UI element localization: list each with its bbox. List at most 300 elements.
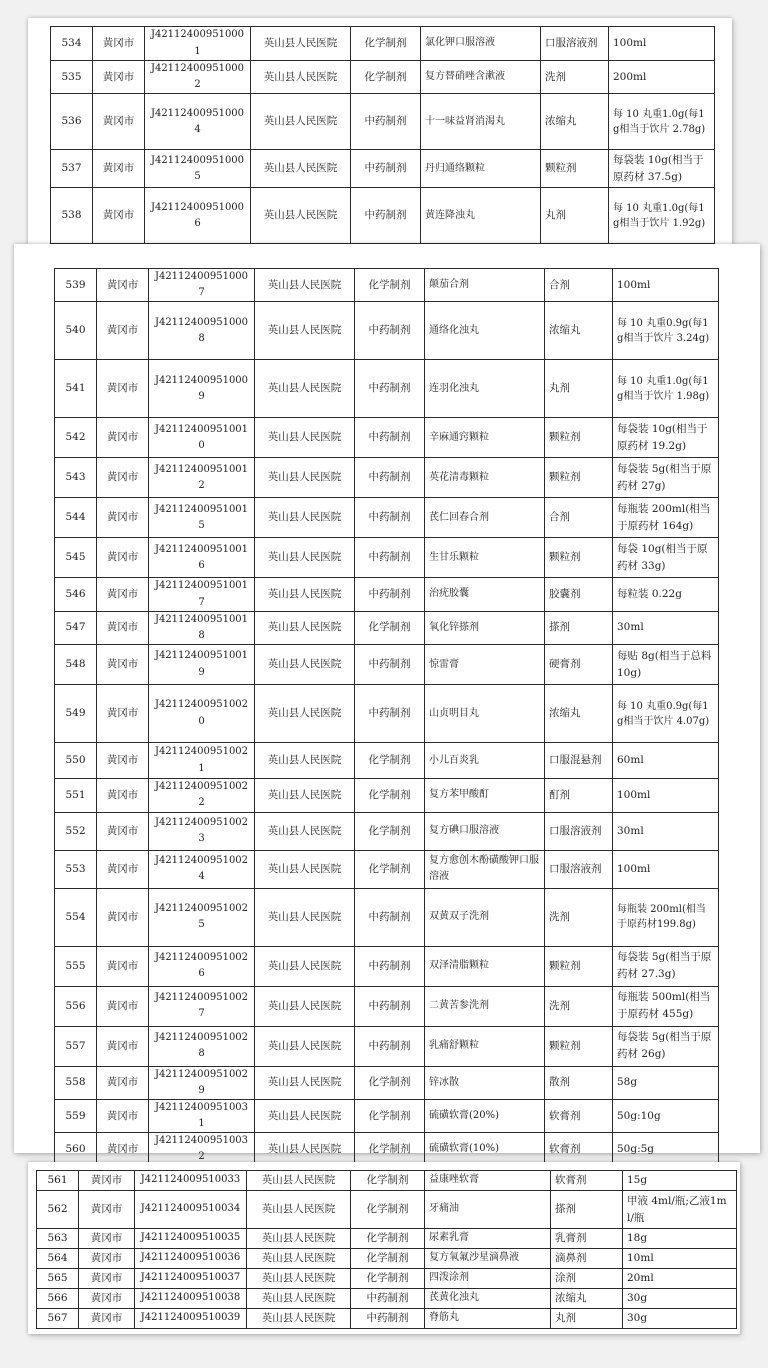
cell-spec: 每袋 10g(相当于原药材 33g)	[613, 538, 719, 578]
cell-category: 化学制剂	[355, 850, 425, 888]
cell-hospital: 英山县人民医院	[247, 1269, 351, 1289]
cell-form: 洗剂	[545, 888, 613, 946]
cell-code: J421124009510010	[149, 418, 255, 458]
cell-hospital: 英山县人民医院	[251, 94, 351, 150]
cell-hospital: 英山县人民医院	[255, 458, 355, 498]
cell-form: 硬膏剂	[545, 645, 613, 685]
cell-city: 黄冈市	[97, 1066, 149, 1099]
table-row	[51, 188, 715, 244]
cell-hospital: 英山县人民医院	[255, 779, 355, 812]
cell-spec: 每袋装 10g(相当于原药材 19.2g)	[613, 418, 719, 458]
cell-spec: 30ml	[613, 812, 719, 850]
cell-spec: 50g:10g	[613, 1099, 719, 1132]
cell-name: 芪黄化浊丸	[425, 1289, 551, 1309]
cell-form: 颗粒剂	[541, 150, 609, 188]
cell-city: 黄冈市	[79, 1249, 135, 1269]
cell-name: 十一味益肾消渴丸	[421, 94, 541, 150]
cell-form: 颗粒剂	[545, 1026, 613, 1066]
cell-code: J421124009510002	[145, 61, 251, 94]
cell-hospital: 英山县人民医院	[255, 418, 355, 458]
cell-hospital: 英山县人民医院	[255, 1099, 355, 1132]
cell-no: 555	[55, 946, 97, 986]
cell-form: 涂剂	[551, 1269, 623, 1289]
cell-name: 治疣胶囊	[425, 578, 545, 611]
cell-hospital: 英山县人民医院	[255, 645, 355, 685]
cell-no: 566	[37, 1289, 79, 1309]
cell-code: J421124009510017	[149, 578, 255, 611]
cell-name: 四泼涂剂	[425, 1269, 551, 1289]
cell-category: 化学制剂	[355, 1133, 425, 1166]
cell-category: 中药制剂	[351, 150, 421, 188]
cell-form: 颗粒剂	[545, 538, 613, 578]
cell-form: 搽剂	[545, 611, 613, 644]
cell-spec: 60ml	[613, 743, 719, 779]
cell-hospital: 英山县人民医院	[255, 850, 355, 888]
cell-spec: 每瓶装 500ml(相当于原药材 455g)	[613, 986, 719, 1026]
cell-code: J421124009510004	[145, 94, 251, 150]
cell-name: 脊筋丸	[425, 1309, 551, 1329]
table-row	[55, 779, 719, 812]
cell-category: 化学制剂	[351, 27, 421, 61]
cell-hospital: 英山县人民医院	[255, 269, 355, 302]
cell-city: 黄冈市	[97, 1133, 149, 1166]
cell-code: J421124009510027	[149, 986, 255, 1026]
cell-form: 软膏剂	[545, 1099, 613, 1132]
cell-city: 黄冈市	[97, 743, 149, 779]
cell-spec: 甲液 4ml/瓶;乙液1ml/瓶	[623, 1191, 737, 1229]
table-row	[55, 986, 719, 1026]
cell-category: 中药制剂	[351, 94, 421, 150]
cell-spec: 每瓶装 200ml(相当于原药材 164g)	[613, 498, 719, 538]
cell-spec: 每 10 丸重1.0g(每1g相当于饮片 1.92g)	[609, 188, 715, 244]
cell-city: 黄冈市	[93, 150, 145, 188]
cell-code: J421124009510026	[149, 946, 255, 986]
cell-spec: 20ml	[623, 1269, 737, 1289]
cell-form: 浓缩丸	[551, 1289, 623, 1309]
cell-no: 545	[55, 538, 97, 578]
table-row	[55, 302, 719, 360]
cell-name: 芪仁回春合剂	[425, 498, 545, 538]
cell-city: 黄冈市	[97, 812, 149, 850]
cell-name: 复方氧氟沙星滴鼻液	[425, 1249, 551, 1269]
cell-code: J421124009510032	[149, 1133, 255, 1166]
cell-category: 化学制剂	[355, 812, 425, 850]
cell-category: 中药制剂	[355, 360, 425, 418]
cell-hospital: 英山县人民医院	[255, 360, 355, 418]
table-row	[55, 458, 719, 498]
table-row	[55, 578, 719, 611]
cell-no: 565	[37, 1269, 79, 1289]
cell-hospital: 英山县人民医院	[251, 188, 351, 244]
cell-name: 尿素乳膏	[425, 1229, 551, 1249]
cell-spec: 每袋装 10g(相当于原药材 37.5g)	[609, 150, 715, 188]
cell-city: 黄冈市	[97, 685, 149, 743]
cell-code: J421124009510033	[135, 1171, 247, 1191]
cell-city: 黄冈市	[97, 946, 149, 986]
cell-city: 黄冈市	[97, 1099, 149, 1132]
cell-hospital: 英山县人民医院	[247, 1171, 351, 1191]
table-row	[55, 645, 719, 685]
table-row	[55, 812, 719, 850]
cell-city: 黄冈市	[97, 498, 149, 538]
cell-hospital: 英山县人民医院	[255, 1026, 355, 1066]
cell-hospital: 英山县人民医院	[247, 1289, 351, 1309]
cell-form: 口服溶液剂	[545, 850, 613, 888]
cell-name: 牙痛油	[425, 1191, 551, 1229]
cell-name: 乳痛舒颗粒	[425, 1026, 545, 1066]
cell-no: 558	[55, 1066, 97, 1099]
table-row	[55, 418, 719, 458]
preparations-table-3	[36, 1170, 737, 1329]
cell-name: 益康唑软膏	[425, 1171, 551, 1191]
cell-hospital: 英山县人民医院	[255, 946, 355, 986]
cell-name: 氯化钾口服溶液	[421, 27, 541, 61]
cell-category: 中药制剂	[355, 418, 425, 458]
cell-code: J421124009510001	[145, 27, 251, 61]
table-row	[55, 611, 719, 644]
cell-category: 化学制剂	[355, 611, 425, 644]
table-row	[37, 1171, 737, 1191]
cell-form: 丸剂	[545, 360, 613, 418]
cell-category: 中药制剂	[355, 498, 425, 538]
cell-hospital: 英山县人民医院	[247, 1191, 351, 1229]
document-page-3	[28, 1162, 740, 1334]
cell-no: 549	[55, 685, 97, 743]
cell-spec: 30g	[623, 1289, 737, 1309]
cell-no: 541	[55, 360, 97, 418]
cell-form: 胶囊剂	[545, 578, 613, 611]
cell-name: 复方替硝唑含漱液	[421, 61, 541, 94]
cell-code: J421124009510007	[149, 269, 255, 302]
cell-city: 黄冈市	[97, 986, 149, 1026]
cell-name: 颠茄合剂	[425, 269, 545, 302]
table-row	[51, 27, 715, 61]
cell-code: J421124009510016	[149, 538, 255, 578]
cell-category: 化学制剂	[355, 743, 425, 779]
cell-no: 552	[55, 812, 97, 850]
cell-no: 534	[51, 27, 93, 61]
table-row	[55, 1026, 719, 1066]
cell-form: 口服溶液剂	[545, 812, 613, 850]
cell-form: 软膏剂	[545, 1133, 613, 1166]
cell-category: 中药制剂	[351, 1289, 425, 1309]
cell-category: 化学制剂	[355, 779, 425, 812]
cell-code: J421124009510035	[135, 1229, 247, 1249]
cell-city: 黄冈市	[93, 94, 145, 150]
table-row	[55, 269, 719, 302]
cell-no: 560	[55, 1133, 97, 1166]
cell-spec: 100ml	[613, 779, 719, 812]
cell-category: 中药制剂	[355, 578, 425, 611]
cell-name: 二黄苦参洗剂	[425, 986, 545, 1026]
cell-code: J421124009510012	[149, 458, 255, 498]
cell-code: J421124009510034	[135, 1191, 247, 1229]
cell-no: 546	[55, 578, 97, 611]
cell-spec: 每 10 丸重0.9g(每1g相当于饮片 3.24g)	[613, 302, 719, 360]
cell-city: 黄冈市	[97, 1026, 149, 1066]
cell-city: 黄冈市	[79, 1309, 135, 1329]
cell-form: 颗粒剂	[545, 946, 613, 986]
cell-city: 黄冈市	[97, 645, 149, 685]
cell-code: J421124009510025	[149, 888, 255, 946]
cell-hospital: 英山县人民医院	[251, 150, 351, 188]
cell-form: 搽剂	[551, 1191, 623, 1229]
cell-hospital: 英山县人民医院	[255, 498, 355, 538]
cell-name: 锌冰散	[425, 1066, 545, 1099]
cell-form: 合剂	[545, 498, 613, 538]
cell-form: 口服混悬剂	[545, 743, 613, 779]
cell-hospital: 英山县人民医院	[255, 1133, 355, 1166]
cell-spec: 58g	[613, 1066, 719, 1099]
cell-city: 黄冈市	[97, 779, 149, 812]
cell-code: J421124009510008	[149, 302, 255, 360]
cell-form: 乳膏剂	[551, 1229, 623, 1249]
cell-no: 548	[55, 645, 97, 685]
cell-category: 中药制剂	[355, 538, 425, 578]
cell-name: 硫磺软膏(20%)	[425, 1099, 545, 1132]
table-row	[55, 946, 719, 986]
cell-no: 539	[55, 269, 97, 302]
cell-hospital: 英山县人民医院	[251, 61, 351, 94]
cell-category: 中药制剂	[355, 946, 425, 986]
cell-form: 浓缩丸	[545, 302, 613, 360]
cell-name: 山贞明目丸	[425, 685, 545, 743]
cell-category: 化学制剂	[351, 1249, 425, 1269]
cell-code: J421124009510018	[149, 611, 255, 644]
cell-category: 化学制剂	[351, 1191, 425, 1229]
cell-name: 双黄双子洗剂	[425, 888, 545, 946]
cell-code: J421124009510015	[149, 498, 255, 538]
cell-code: J421124009510024	[149, 850, 255, 888]
cell-code: J421124009510028	[149, 1026, 255, 1066]
cell-name: 生甘乐颗粒	[425, 538, 545, 578]
cell-name: 氧化锌搽剂	[425, 611, 545, 644]
cell-name: 辛麻通窍颗粒	[425, 418, 545, 458]
cell-spec: 10ml	[623, 1249, 737, 1269]
cell-city: 黄冈市	[79, 1289, 135, 1309]
cell-code: J421124009510009	[149, 360, 255, 418]
cell-city: 黄冈市	[97, 888, 149, 946]
cell-hospital: 英山县人民医院	[255, 888, 355, 946]
cell-name: 复方愈创木酚磺酸钾口服溶液	[425, 850, 545, 888]
cell-no: 564	[37, 1249, 79, 1269]
cell-form: 洗剂	[541, 61, 609, 94]
cell-city: 黄冈市	[97, 418, 149, 458]
cell-form: 滴鼻剂	[551, 1249, 623, 1269]
cell-category: 化学制剂	[351, 1229, 425, 1249]
cell-name: 英花清毒颗粒	[425, 458, 545, 498]
table-row	[55, 498, 719, 538]
cell-code: J421124009510020	[149, 685, 255, 743]
cell-hospital: 英山县人民医院	[251, 27, 351, 61]
cell-city: 黄冈市	[93, 61, 145, 94]
cell-spec: 100ml	[609, 27, 715, 61]
cell-city: 黄冈市	[79, 1171, 135, 1191]
cell-category: 化学制剂	[355, 1099, 425, 1132]
cell-code: J421124009510019	[149, 645, 255, 685]
cell-no: 540	[55, 302, 97, 360]
table-row	[55, 850, 719, 888]
cell-name: 复方碘口服溶液	[425, 812, 545, 850]
cell-city: 黄冈市	[97, 269, 149, 302]
cell-city: 黄冈市	[97, 458, 149, 498]
cell-no: 538	[51, 188, 93, 244]
cell-city: 黄冈市	[93, 27, 145, 61]
cell-spec: 100ml	[613, 850, 719, 888]
cell-code: J421124009510022	[149, 779, 255, 812]
table-row	[37, 1309, 737, 1329]
cell-spec: 每袋装 5g(相当于原药材 26g)	[613, 1026, 719, 1066]
cell-category: 中药制剂	[355, 645, 425, 685]
cell-no: 563	[37, 1229, 79, 1249]
cell-form: 浓缩丸	[541, 94, 609, 150]
cell-spec: 每贴 8g(相当于总料 10g)	[613, 645, 719, 685]
cell-no: 553	[55, 850, 97, 888]
cell-no: 551	[55, 779, 97, 812]
cell-hospital: 英山县人民医院	[247, 1229, 351, 1249]
cell-no: 535	[51, 61, 93, 94]
table-row	[55, 743, 719, 779]
table-row	[37, 1249, 737, 1269]
cell-no: 559	[55, 1099, 97, 1132]
cell-no: 561	[37, 1171, 79, 1191]
cell-name: 连羽化浊丸	[425, 360, 545, 418]
cell-spec: 每粒装 0.22g	[613, 578, 719, 611]
cell-spec: 50g:5g	[613, 1133, 719, 1166]
cell-category: 化学制剂	[351, 1171, 425, 1191]
cell-no: 554	[55, 888, 97, 946]
table-row	[37, 1229, 737, 1249]
cell-spec: 200ml	[609, 61, 715, 94]
cell-city: 黄冈市	[97, 538, 149, 578]
cell-form: 软膏剂	[551, 1171, 623, 1191]
cell-form: 口服溶液剂	[541, 27, 609, 61]
cell-hospital: 英山县人民医院	[255, 1066, 355, 1099]
cell-city: 黄冈市	[93, 188, 145, 244]
table-row	[55, 538, 719, 578]
cell-city: 黄冈市	[79, 1229, 135, 1249]
cell-spec: 每袋装 5g(相当于原药材 27g)	[613, 458, 719, 498]
table-row	[55, 1066, 719, 1099]
table-row	[37, 1191, 737, 1229]
cell-form: 散剂	[545, 1066, 613, 1099]
cell-name: 黄连降浊丸	[421, 188, 541, 244]
cell-hospital: 英山县人民医院	[255, 538, 355, 578]
cell-hospital: 英山县人民医院	[247, 1249, 351, 1269]
cell-no: 557	[55, 1026, 97, 1066]
cell-no: 562	[37, 1191, 79, 1229]
cell-no: 556	[55, 986, 97, 1026]
cell-spec: 每 10 丸重1.0g(每1g相当于饮片 1.98g)	[613, 360, 719, 418]
cell-code: J421124009510039	[135, 1309, 247, 1329]
cell-code: J421124009510036	[135, 1249, 247, 1269]
cell-code: J421124009510005	[145, 150, 251, 188]
cell-spec: 每袋装 5g(相当于原药材 27.3g)	[613, 946, 719, 986]
cell-form: 丸剂	[541, 188, 609, 244]
table-row	[37, 1289, 737, 1309]
cell-no: 550	[55, 743, 97, 779]
cell-form: 酊剂	[545, 779, 613, 812]
cell-no: 542	[55, 418, 97, 458]
cell-code: J421124009510006	[145, 188, 251, 244]
cell-code: J421124009510031	[149, 1099, 255, 1132]
cell-hospital: 英山县人民医院	[255, 578, 355, 611]
cell-no: 543	[55, 458, 97, 498]
cell-spec: 每瓶装 200ml(相当于原药材199.8g)	[613, 888, 719, 946]
table-row	[55, 888, 719, 946]
document-page-1	[28, 18, 732, 244]
cell-hospital: 英山县人民医院	[255, 743, 355, 779]
cell-code: J421124009510021	[149, 743, 255, 779]
table-row	[55, 685, 719, 743]
cell-name: 小儿百炎乳	[425, 743, 545, 779]
cell-category: 中药制剂	[351, 1309, 425, 1329]
cell-no: 547	[55, 611, 97, 644]
cell-spec: 30g	[623, 1309, 737, 1329]
table-row	[55, 360, 719, 418]
cell-category: 化学制剂	[351, 1269, 425, 1289]
cell-spec: 30ml	[613, 611, 719, 644]
cell-no: 536	[51, 94, 93, 150]
cell-code: J421124009510037	[135, 1269, 247, 1289]
cell-category: 化学制剂	[355, 269, 425, 302]
cell-spec: 每 10 丸重1.0g(每1g相当于饮片 2.78g)	[609, 94, 715, 150]
cell-city: 黄冈市	[97, 360, 149, 418]
cell-hospital: 英山县人民医院	[255, 611, 355, 644]
cell-code: J421124009510038	[135, 1289, 247, 1309]
cell-spec: 18g	[623, 1229, 737, 1249]
cell-spec: 每 10 丸重0.9g(每1g相当于饮片 4.07g)	[613, 685, 719, 743]
table-row	[37, 1269, 737, 1289]
cell-form: 颗粒剂	[545, 458, 613, 498]
cell-name: 通络化浊丸	[425, 302, 545, 360]
cell-category: 中药制剂	[355, 888, 425, 946]
cell-form: 浓缩丸	[545, 685, 613, 743]
table-row	[51, 150, 715, 188]
cell-no: 567	[37, 1309, 79, 1329]
cell-city: 黄冈市	[97, 578, 149, 611]
cell-no: 537	[51, 150, 93, 188]
preparations-table-2	[54, 268, 719, 1167]
cell-hospital: 英山县人民医院	[255, 685, 355, 743]
cell-name: 双泽清脂颗粒	[425, 946, 545, 986]
document-page-2	[14, 244, 760, 1163]
cell-hospital: 英山县人民医院	[255, 986, 355, 1026]
cell-category: 中药制剂	[355, 1026, 425, 1066]
cell-name: 硫磺软膏(10%)	[425, 1133, 545, 1166]
preparations-table-1	[50, 26, 715, 244]
cell-category: 中药制剂	[355, 302, 425, 360]
cell-category: 中药制剂	[355, 458, 425, 498]
cell-form: 合剂	[545, 269, 613, 302]
cell-city: 黄冈市	[97, 302, 149, 360]
cell-category: 中药制剂	[351, 188, 421, 244]
cell-code: J421124009510029	[149, 1066, 255, 1099]
cell-form: 洗剂	[545, 986, 613, 1026]
cell-category: 化学制剂	[351, 61, 421, 94]
cell-hospital: 英山县人民医院	[247, 1309, 351, 1329]
table-row	[51, 61, 715, 94]
cell-form: 丸剂	[551, 1309, 623, 1329]
cell-code: J421124009510023	[149, 812, 255, 850]
cell-name: 惊雷膏	[425, 645, 545, 685]
cell-hospital: 英山县人民医院	[255, 812, 355, 850]
table-row	[55, 1099, 719, 1132]
cell-spec: 15g	[623, 1171, 737, 1191]
cell-category: 化学制剂	[355, 1066, 425, 1099]
cell-no: 544	[55, 498, 97, 538]
cell-city: 黄冈市	[79, 1269, 135, 1289]
